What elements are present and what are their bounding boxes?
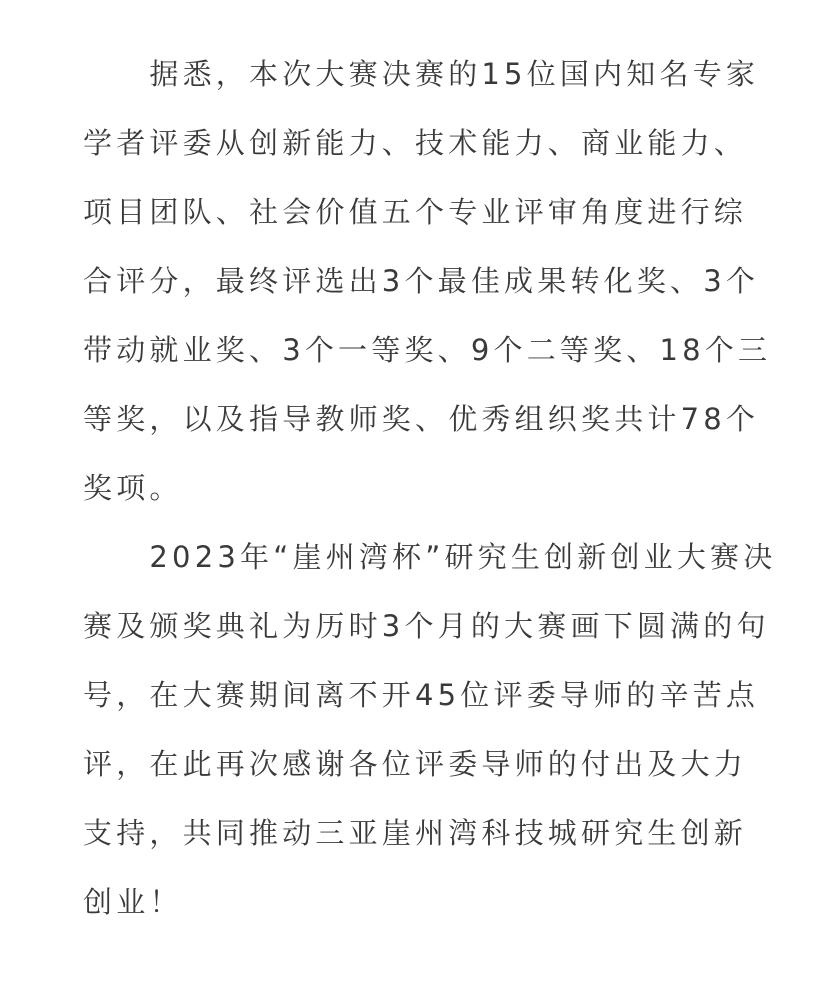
text-line: 支持，共同推动三亚崖州湾科技城研究生创新 [83,816,748,850]
text-line: 学者评委从创新能力、技术能力、商业能力、 [83,126,748,160]
text-line: 奖项。 [83,471,183,505]
text-line: 2023年“崖州湾杯”研究生创新创业大赛决 [83,540,777,574]
text-line: 项目团队、社会价值五个专业评审角度进行综 [83,195,748,229]
paragraph-closing-thanks [83,523,777,937]
text-line: 带动就业奖、3个一等奖、9个二等奖、18个三 [83,333,772,367]
text-line: 号，在大赛期间离不开45位评委导师的辛苦点 [83,678,760,712]
article-body [83,40,777,937]
text-line: 赛及颁奖典礼为历时3个月的大赛画下圆满的句 [83,609,770,643]
text-line: 评，在此再次感谢各位评委导师的付出及大力 [83,747,748,781]
text-line: 合评分，最终评选出3个最佳成果转化奖、3个 [83,264,760,298]
text-line: 据悉，本次大赛决赛的15位国内知名专家 [83,57,760,91]
text-line: 创业！ [83,885,183,919]
text-line: 等奖，以及指导教师奖、优秀组织奖共计78个 [83,402,760,436]
paragraph-judging-results [83,40,772,523]
